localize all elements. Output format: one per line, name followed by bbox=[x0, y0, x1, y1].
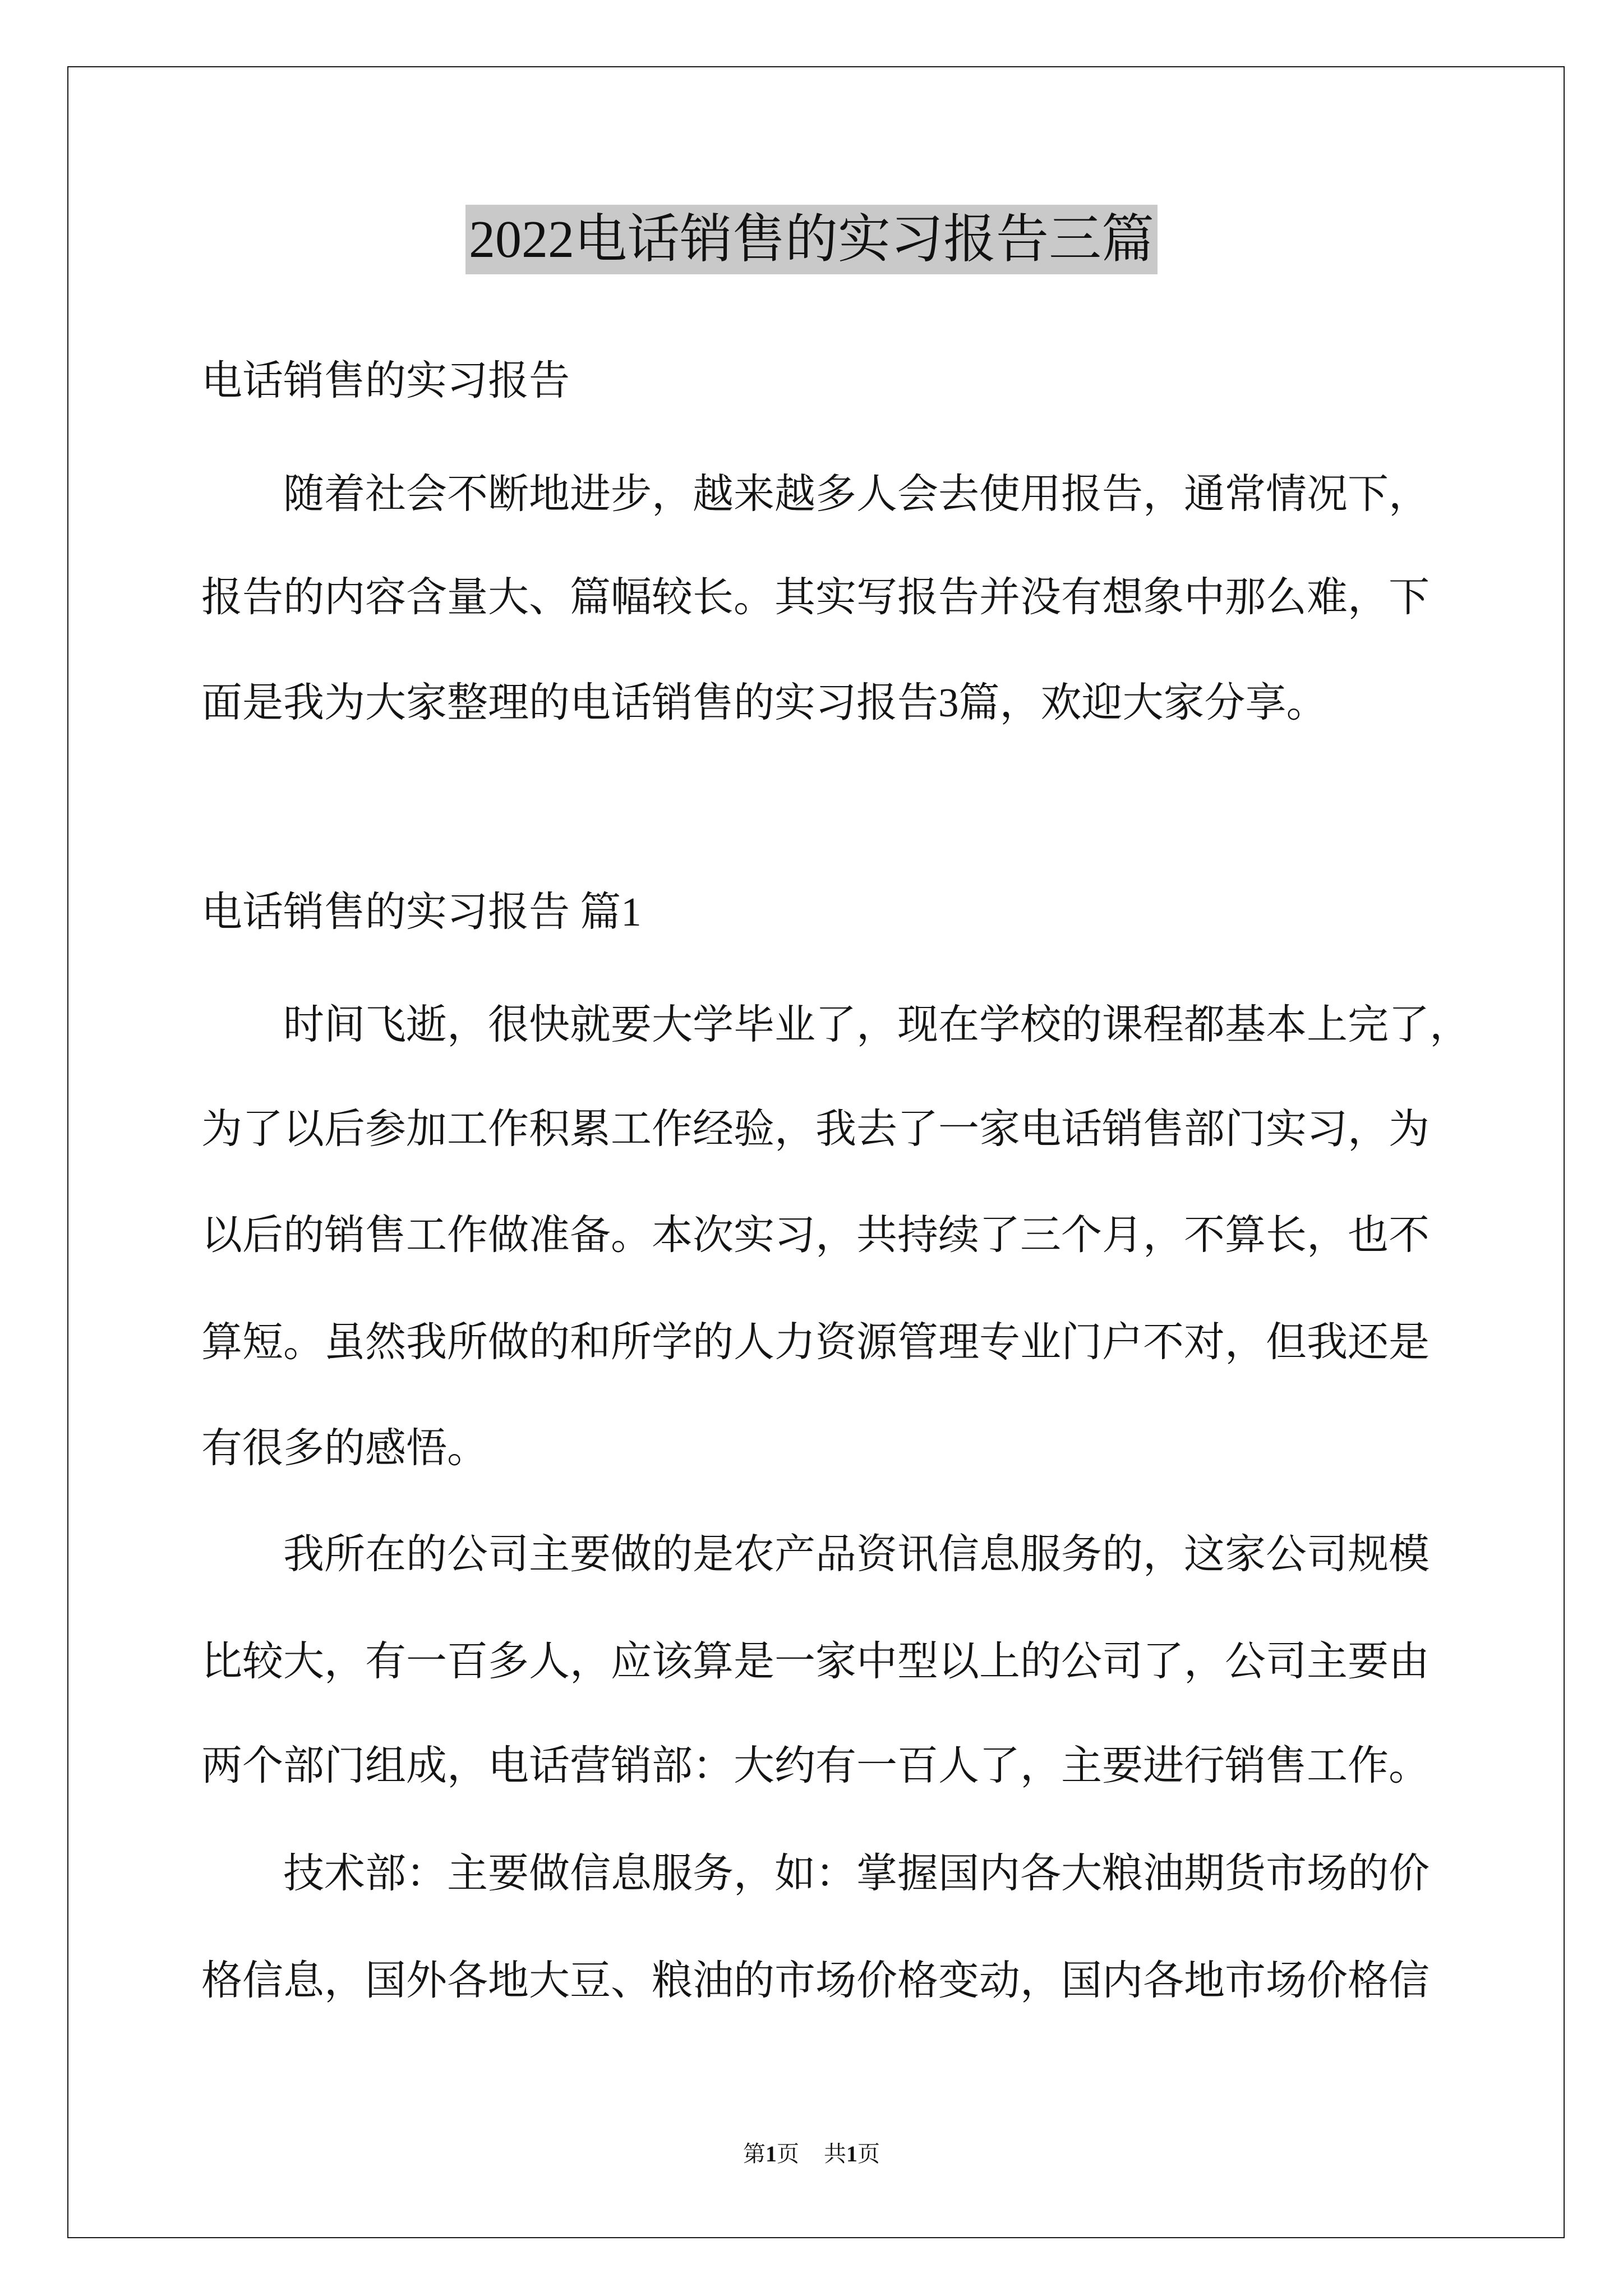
title-block bbox=[0, 205, 1623, 274]
paragraph-line: 报告的内容含量大、篇幅较长。其实写报告并没有想象中那么难，下 bbox=[201, 574, 1430, 620]
paragraph-line: 以后的销售工作做准备。本次实习，共持续了三个月，不算长，也不 bbox=[201, 1212, 1430, 1258]
paragraph-line: 算短。虽然我所做的和所学的人力资源管理专业门户不对，但我还是 bbox=[201, 1319, 1430, 1365]
page-suffix: 页 bbox=[777, 2141, 799, 2166]
intro-heading: 电话销售的实习报告 bbox=[201, 358, 570, 403]
paragraph-line: 两个部门组成，电话营销部：大约有一百人了，主要进行销售工作。 bbox=[201, 1743, 1430, 1788]
paragraph-line: 有很多的感悟。 bbox=[201, 1425, 488, 1471]
paragraph-line: 技术部：主要做信息服务，如：掌握国内各大粮油期货市场的价 bbox=[283, 1851, 1430, 1896]
total-num: 1 bbox=[846, 2141, 857, 2166]
page-number bbox=[743, 2141, 799, 2166]
paragraph-line: 格信息，国外各地大豆、粮油的市场价格变动，国内各地市场价格信 bbox=[201, 1958, 1430, 2003]
total-prefix: 共 bbox=[824, 2141, 846, 2166]
page-prefix: 第 bbox=[743, 2141, 766, 2166]
page-num: 1 bbox=[766, 2141, 777, 2166]
paragraph-line: 时间飞逝，很快就要大学毕业了，现在学校的课程都基本上完了， bbox=[283, 1002, 1470, 1047]
paragraph-line: 我所在的公司主要做的是农产品资讯信息服务的，这家公司规模 bbox=[283, 1531, 1430, 1577]
paragraph-line: 比较大，有一百多人，应该算是一家中型以上的公司了，公司主要由 bbox=[201, 1639, 1430, 1684]
section-heading: 电话销售的实习报告 篇1 bbox=[201, 889, 642, 935]
paragraph-line: 为了以后参加工作积累工作经验，我去了一家电话销售部门实习，为 bbox=[201, 1106, 1430, 1152]
document-title: 2022电话销售的实习报告三篇 bbox=[465, 205, 1158, 274]
paragraph-line: 随着社会不断地进步，越来越多人会去使用报告，通常情况下， bbox=[283, 471, 1430, 517]
page-footer bbox=[0, 2137, 1623, 2171]
page-total bbox=[824, 2141, 880, 2166]
total-suffix: 页 bbox=[857, 2141, 880, 2166]
paragraph-line: 面是我为大家整理的电话销售的实习报告3篇，欢迎大家分享。 bbox=[201, 680, 1327, 725]
